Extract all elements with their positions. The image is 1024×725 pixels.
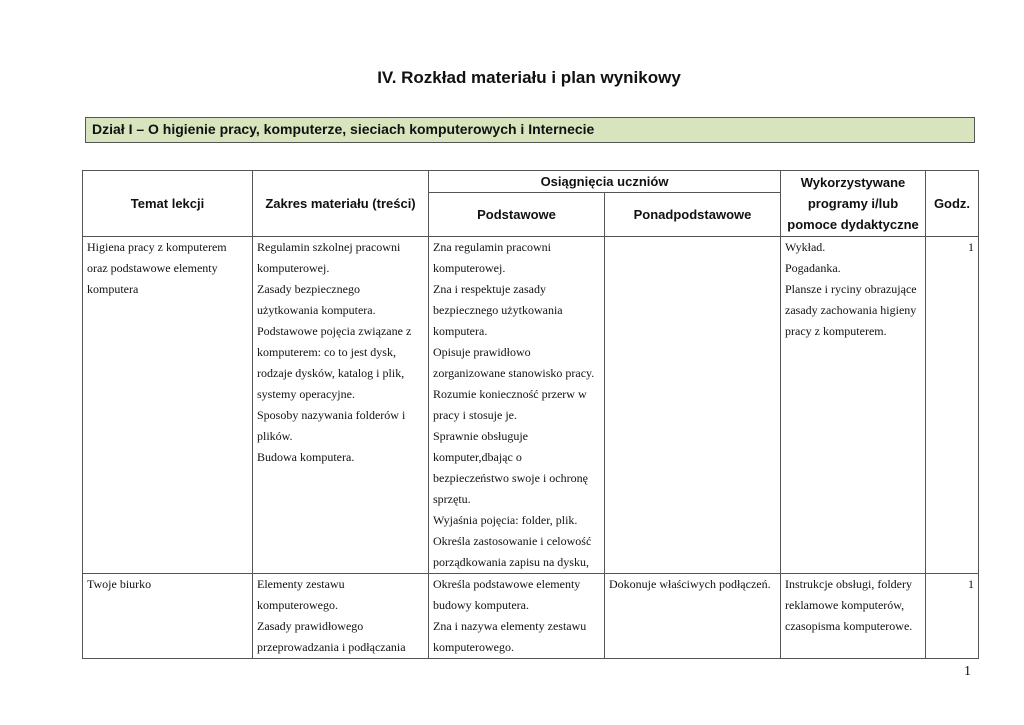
cell-podstawowe <box>429 574 605 659</box>
cell-programy <box>781 574 926 659</box>
header-osiagniecia: Osiągnięcia uczniów <box>429 171 781 193</box>
table-row <box>83 237 979 574</box>
cell-ponadpodstawowe <box>605 574 781 659</box>
cell-line: pracy z komputerem. <box>785 324 887 338</box>
cell-line: Wykład. <box>785 240 826 254</box>
header-programy-line: pomoce dydaktyczne <box>787 217 919 232</box>
header-podstawowe: Podstawowe <box>429 193 605 237</box>
cell-line: Higiena pracy z komputerem <box>87 240 227 254</box>
table-row <box>83 574 979 659</box>
section-heading: Dział I – O higienie pracy, komputerze, sieciach komputerowych i Internecie <box>85 117 975 143</box>
page-title: IV. Rozkład materiału i plan wynikowy <box>377 68 681 87</box>
cell-line: użytkowania komputera. <box>257 303 376 317</box>
cell-line: komputer,dbając o <box>433 450 522 464</box>
cell-line: komputerowej. <box>433 261 506 275</box>
cell-line: komputerowego. <box>433 640 514 654</box>
cell-line: Pogadanka. <box>785 261 841 275</box>
cell-line: systemy operacyjne. <box>257 387 355 401</box>
cell-line: Twoje biurko <box>87 577 152 591</box>
cell-zakres <box>253 237 429 574</box>
cell-line: Podstawowe pojęcia związane z <box>257 324 412 338</box>
cell-line: Elementy zestawu <box>257 577 345 591</box>
header-godz: Godz. <box>926 171 979 237</box>
cell-line: Zna i respektuje zasady <box>433 282 546 296</box>
cell-line: Dokonuje właściwych podłączeń. <box>609 577 771 591</box>
cell-line: Wyjaśnia pojęcia: folder, plik. <box>433 513 578 527</box>
cell-podstawowe <box>429 237 605 574</box>
header-programy-line: programy i/lub <box>807 196 899 211</box>
cell-line: komputera <box>87 282 139 296</box>
header-programy <box>781 171 926 237</box>
cell-line: Regulamin szkolnej pracowni <box>257 240 401 254</box>
cell-programy <box>781 237 926 574</box>
page-number: 1 <box>964 664 971 679</box>
cell-line: Plansze i ryciny obrazujące <box>785 282 917 296</box>
cell-temat <box>83 574 253 659</box>
cell-ponadpodstawowe <box>605 237 781 574</box>
cell-line: Zasady bezpiecznego <box>257 282 360 296</box>
cell-line: Opisuje prawidłowo <box>433 345 531 359</box>
cell-line: Określa podstawowe elementy <box>433 577 581 591</box>
cell-line: Budowa komputera. <box>257 450 355 464</box>
cell-line: komputerowego. <box>257 598 338 612</box>
cell-line: Rozumie konieczność przerw w <box>433 387 587 401</box>
cell-line: komputera. <box>433 324 488 338</box>
cell-line: budowy komputera. <box>433 598 529 612</box>
cell-line: porządkowania zapisu na dysku, <box>433 555 589 569</box>
cell-line: Określa zastosowanie i celowość <box>433 534 592 548</box>
header-ponadpodstawowe: Ponadpodstawowe <box>605 193 781 237</box>
cell-line: plików. <box>257 429 293 443</box>
cell-line: komputerowej. <box>257 261 330 275</box>
cell-line: przeprowadzania i podłączania <box>257 640 406 654</box>
header-temat: Temat lekcji <box>83 171 253 237</box>
cell-line: zorganizowane stanowisko pracy. <box>433 366 595 380</box>
cell-line: Instrukcje obsługi, foldery <box>785 577 912 591</box>
cell-line: oraz podstawowe elementy <box>87 261 218 275</box>
cell-line: pracy i stosuje je. <box>433 408 517 422</box>
cell-line: Zna i nazywa elementy zestawu <box>433 619 587 633</box>
cell-line: bezpieczeństwo swoje i ochronę <box>433 471 588 485</box>
cell-line: komputerem: co to jest dysk, <box>257 345 396 359</box>
cell-zakres <box>253 574 429 659</box>
cell-line: rodzaje dysków, katalog i plik, <box>257 366 405 380</box>
cell-line: sprzętu. <box>433 492 471 506</box>
cell-line: Zna regulamin pracowni <box>433 240 551 254</box>
cell-godz: 1 <box>926 574 979 659</box>
header-programy-line: Wykorzystywane <box>800 175 906 190</box>
cell-line: reklamowe komputerów, <box>785 598 905 612</box>
cell-line: Sposoby nazywania folderów i <box>257 408 406 422</box>
cell-line: Zasady prawidłowego <box>257 619 364 633</box>
cell-line: zasady zachowania higieny <box>785 303 917 317</box>
cell-temat <box>83 237 253 574</box>
lesson-plan-table <box>82 170 979 659</box>
cell-line: bezpiecznego użytkowania <box>433 303 563 317</box>
cell-godz: 1 <box>926 237 979 574</box>
cell-line: czasopisma komputerowe. <box>785 619 913 633</box>
header-zakres: Zakres materiału (treści) <box>253 171 429 237</box>
cell-line: Sprawnie obsługuje <box>433 429 528 443</box>
